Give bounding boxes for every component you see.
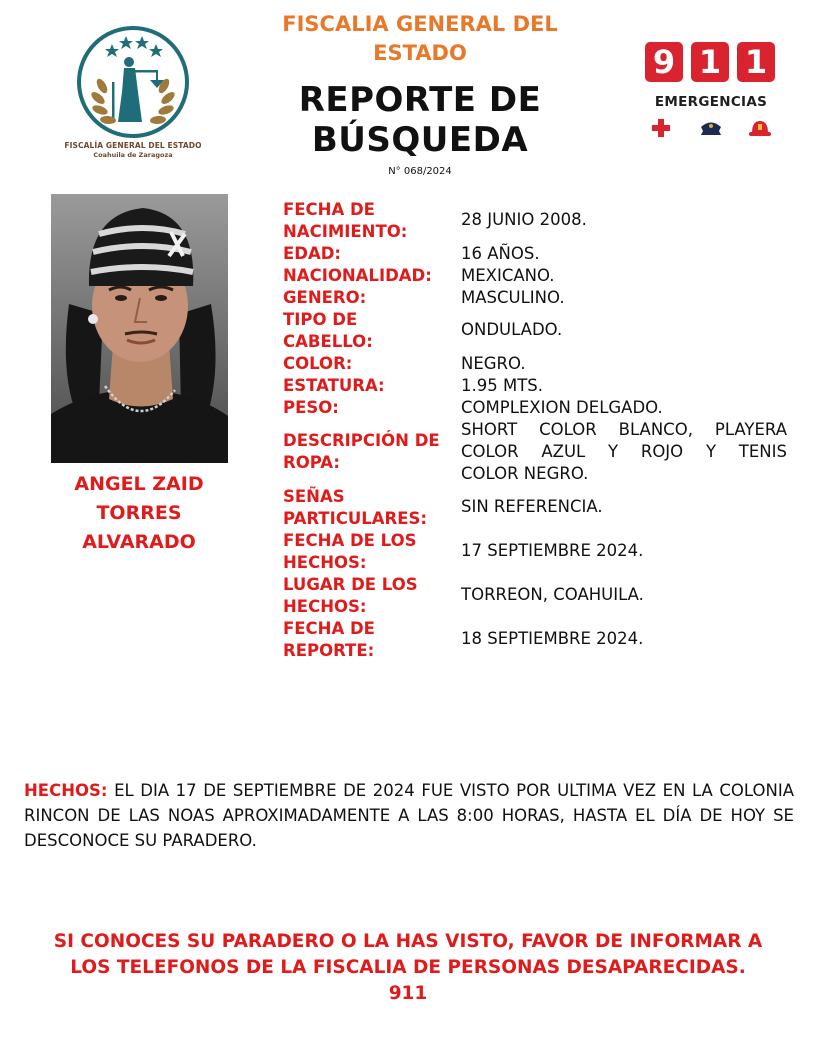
person-name-line-1: ANGEL ZAID bbox=[74, 473, 204, 495]
organization-name: FISCALIA GENERAL DEL ESTADO bbox=[282, 12, 558, 65]
person-photo bbox=[51, 194, 228, 463]
nationality-label: NACIONALIDAD: bbox=[283, 266, 432, 285]
gender-label: GENERO: bbox=[283, 288, 367, 307]
hair-type-value: ONDULADO. bbox=[461, 320, 563, 339]
birth-date-label: FECHA DE NACIMIENTO: bbox=[283, 200, 408, 241]
event-date-value: 17 SEPTIEMBRE 2024. bbox=[461, 541, 644, 560]
color-value: NEGRO. bbox=[461, 354, 526, 373]
nationality-value: MEXICANO. bbox=[461, 266, 555, 285]
firefighter-helmet-icon bbox=[749, 118, 771, 138]
clothing-value-line-1: SHORT COLOR BLANCO, PLAYERA bbox=[461, 420, 787, 439]
age-value: 16 AÑOS. bbox=[461, 244, 540, 263]
report-number: N° 068/2024 bbox=[388, 166, 452, 177]
clothing-value-line-3: COLOR NEGRO. bbox=[461, 464, 589, 483]
logo-state-name: Coahuila de Zaragoza bbox=[93, 151, 173, 159]
weight-label: PESO: bbox=[283, 398, 339, 417]
birth-date-value: 28 JUNIO 2008. bbox=[461, 210, 587, 229]
gender-value: MASCULINO. bbox=[461, 288, 565, 307]
marks-value: SIN REFERENCIA. bbox=[461, 497, 603, 516]
cta-phone: 911 bbox=[388, 983, 428, 1004]
emergencias-911-logo bbox=[645, 42, 777, 140]
weight-value: COMPLEXION DELGADO. bbox=[461, 398, 663, 417]
page-title: REPORTE DE BÚSQUEDA bbox=[298, 80, 542, 160]
hechos-text: EL DIA 17 DE SEPTIEMBRE DE 2024 FUE VISTO POR ULTIMA VEZ EN LA COLONIA RINCON DE LAS NOAS APROXIMADAMENTE A LAS 8:00 HORAS, HASTA EL DÍA DE HOY SE DESCONOCE SU PARADERO. bbox=[24, 781, 794, 850]
height-label: ESTATURA: bbox=[283, 376, 385, 395]
report-date-value: 18 SEPTIEMBRE 2024. bbox=[461, 629, 644, 648]
medical-cross-icon bbox=[651, 118, 671, 138]
digit-9: 9 bbox=[645, 42, 683, 82]
cta-line-1: SI CONOCES SU PARADERO O LA HAS VISTO, FAVOR DE INFORMAR A bbox=[53, 931, 763, 952]
height-value: 1.95 MTS. bbox=[461, 376, 544, 395]
police-cap-icon bbox=[699, 118, 723, 138]
person-name-line-2: TORRES bbox=[96, 502, 182, 524]
report-date-label: FECHA DE REPORTE: bbox=[283, 619, 375, 660]
age-label: EDAD: bbox=[283, 244, 342, 263]
hechos-paragraph bbox=[24, 778, 794, 853]
clothing-value-line-2: COLOR AZUL Y ROJO Y TENIS bbox=[461, 442, 787, 461]
clothing-label: DESCRIPCIÓN DE ROPA: bbox=[283, 431, 440, 472]
person-name bbox=[55, 470, 223, 557]
event-date-label: FECHA DE LOS HECHOS: bbox=[283, 531, 417, 572]
event-place-value: TORREON, COAHUILA. bbox=[461, 585, 644, 604]
hair-type-label: TIPO DE CABELLO: bbox=[283, 310, 373, 351]
digit-1-second: 1 bbox=[737, 42, 775, 82]
logo-org-name: FISCALÍA GENERAL DEL ESTADO bbox=[64, 141, 202, 150]
event-place-label: LUGAR DE LOS HECHOS: bbox=[283, 575, 418, 616]
hechos-label: HECHOS: bbox=[24, 781, 108, 800]
call-to-action bbox=[20, 929, 796, 1007]
marks-label: SEÑAS PARTICULARES: bbox=[283, 487, 427, 528]
emergencias-label: EMERGENCIAS bbox=[654, 94, 768, 110]
digit-1: 1 bbox=[691, 42, 729, 82]
person-name-line-3: ALVARADO bbox=[82, 531, 196, 553]
cta-line-2: LOS TELEFONOS DE LA FISCALIA DE PERSONAS DESAPARECIDAS. bbox=[70, 957, 746, 978]
clothing-value bbox=[461, 419, 787, 485]
color-label: COLOR: bbox=[283, 354, 353, 373]
